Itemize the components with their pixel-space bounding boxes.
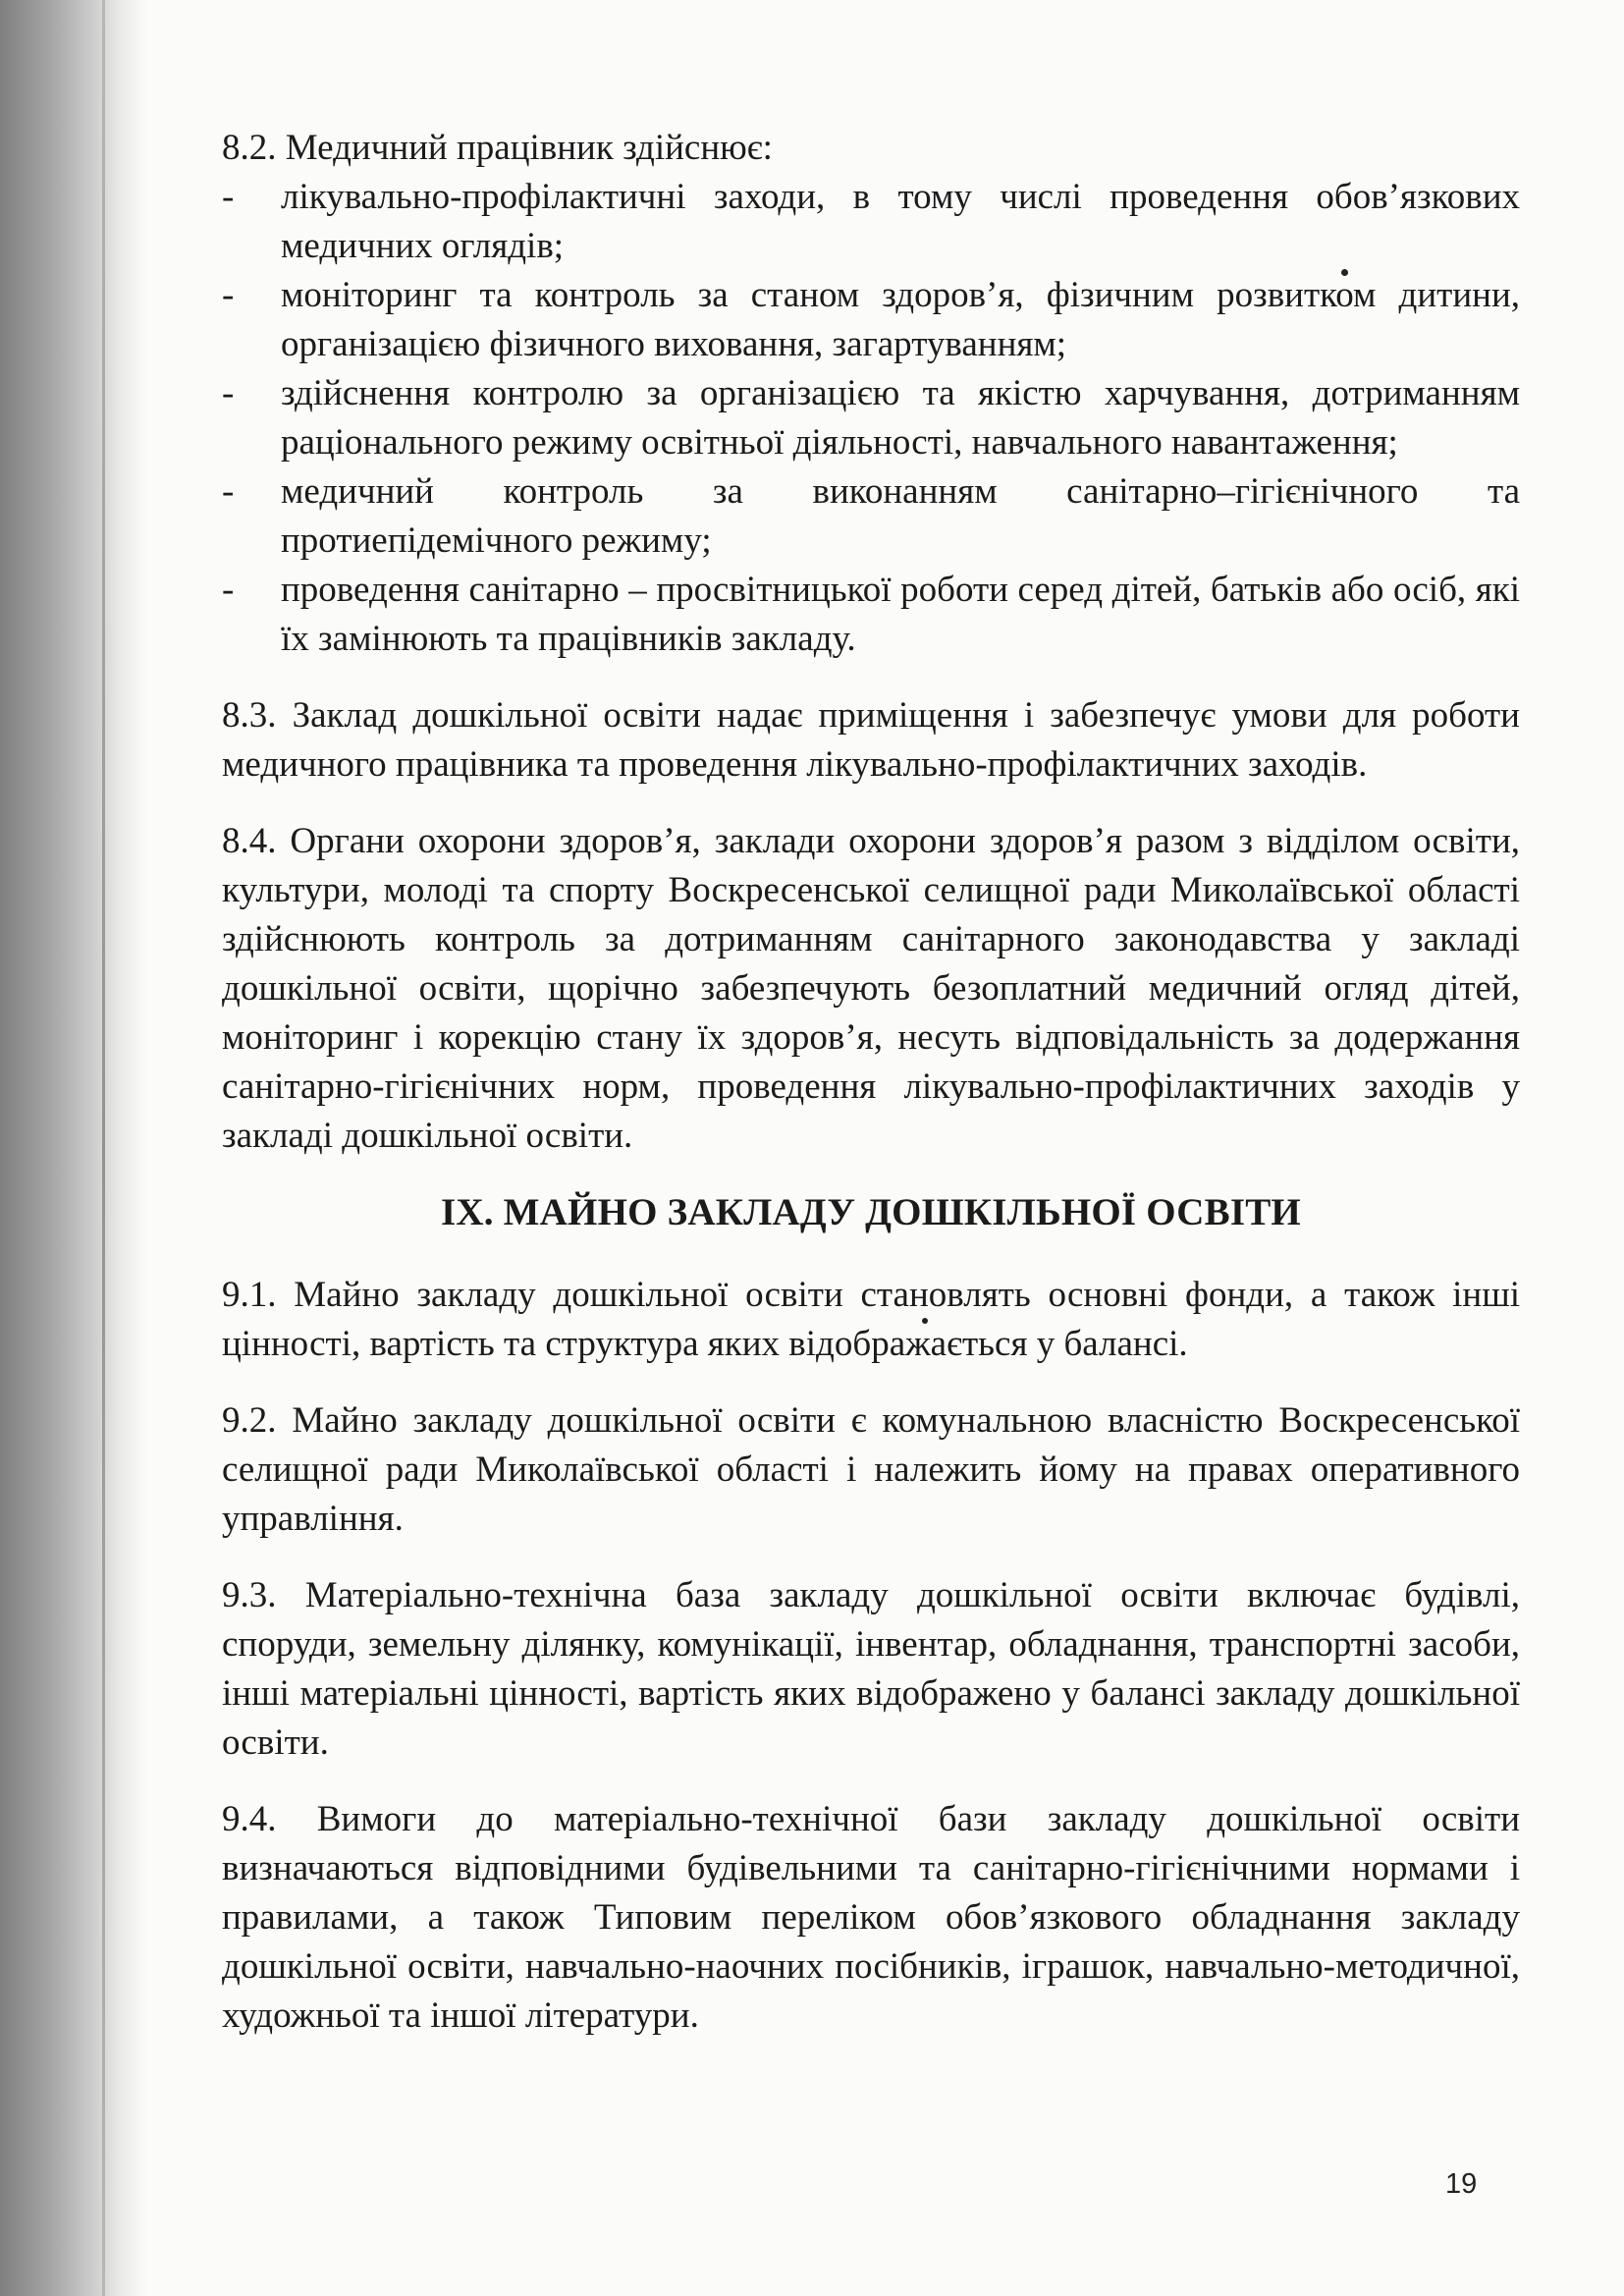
- scan-binding-shadow: [0, 0, 147, 2296]
- paragraph-8-2-lead: 8.2. Медичний працівник здійснює:: [222, 128, 773, 168]
- paragraph-9-2: 9.2. Майно закладу дошкільної освіти є комунальною власністю Воскресенської селищної ради Миколаївської області і належить йому на правах оперативного управління.: [222, 1400, 1520, 1539]
- paragraph-8-4: 8.4. Органи охорони здоров’я, заклади охорони здоров’я разом з відділом освіти, культури, молоді та спорту Воскресенської селищної ради Миколаївської області здійснюють контроль за дотриманням санітарного законодавства у закладі дошкільної освіти, щорічно забезпечують безоплатний медичний огляд дітей, моніторинг і корекцію стану їх здоров’я, несуть відповідальність за додержання санітарно-гігієнічних норм, проведення лікувально-профілактичних заходів у закладі дошкільної освіти.: [222, 821, 1520, 1156]
- paragraph-8-3: 8.3. Заклад дошкільної освіти надає приміщення і забезпечує умови для роботи медичного працівника та проведення лікувально-профілактичних заходів.: [222, 695, 1520, 785]
- list-item-text: здійснення контролю за організацією та якістю харчування, дотриманням раціонального режиму освітньої діяльності, навчального навантаження;: [281, 373, 1520, 463]
- dash-bullet: -: [222, 373, 235, 413]
- dash-bullet: -: [222, 570, 235, 610]
- list-item-text: проведення санітарно – просвітницької роботи серед дітей, батьків або осіб, які їх замінюють та працівників закладу.: [281, 570, 1520, 659]
- dash-bullet: -: [222, 177, 235, 217]
- paragraph-9-1: 9.1. Майно закладу дошкільної освіти становлять основні фонди, а також інші цінності, вартість та структура яких відображається у балансі.: [222, 1275, 1520, 1364]
- paragraph-9-3: 9.3. Матеріально-технічна база закладу дошкільної освіти включає будівлі, споруди, земельну ділянку, комунікації, інвентар, обладнання, транспортні засоби, інші матеріальні цінності, вартість яких відображено у балансі закладу дошкільної освіти.: [222, 1575, 1520, 1763]
- section-heading: IX. МАЙНО ЗАКЛАДУ ДОШКІЛЬНОЇ ОСВІТИ: [441, 1191, 1301, 1233]
- dash-bullet: -: [222, 275, 235, 315]
- list-item-text: моніторинг та контроль за станом здоров’я, фізичним розвитком дитини, організацією фізичного виховання, загартуванням;: [281, 275, 1520, 364]
- paragraph-9-4: 9.4. Вимоги до матеріально-технічної бази закладу дошкільної освіти визначаються відповідними будівельними та санітарно-гігієнічними нормами і правилами, а також Типовим переліком обов’язкового обладнання закладу дошкільної освіти, навчально-наочних посібників, іграшок, навчально-методичної, художньої та іншої літератури.: [222, 1799, 1520, 2036]
- dash-bullet: -: [222, 471, 235, 512]
- list-item-text: медичний контроль за виконанням санітарно–гігієнічного та протиепідемічного режиму;: [281, 471, 1520, 561]
- paragraph-8-2: [222, 124, 1520, 664]
- scan-binding-edge: [102, 0, 105, 2296]
- list-item: [222, 467, 1520, 566]
- page-number: 19: [1445, 2168, 1478, 2200]
- list-item-text: лікувально-профілактичні заходи, в тому числі проведення обов’язкових медичних оглядів;: [281, 177, 1520, 266]
- duties-list: [222, 173, 1520, 664]
- list-item: [222, 369, 1520, 467]
- list-item: [222, 271, 1520, 369]
- list-item: [222, 566, 1520, 664]
- document-page: [222, 124, 1520, 2068]
- list-item: [222, 173, 1520, 271]
